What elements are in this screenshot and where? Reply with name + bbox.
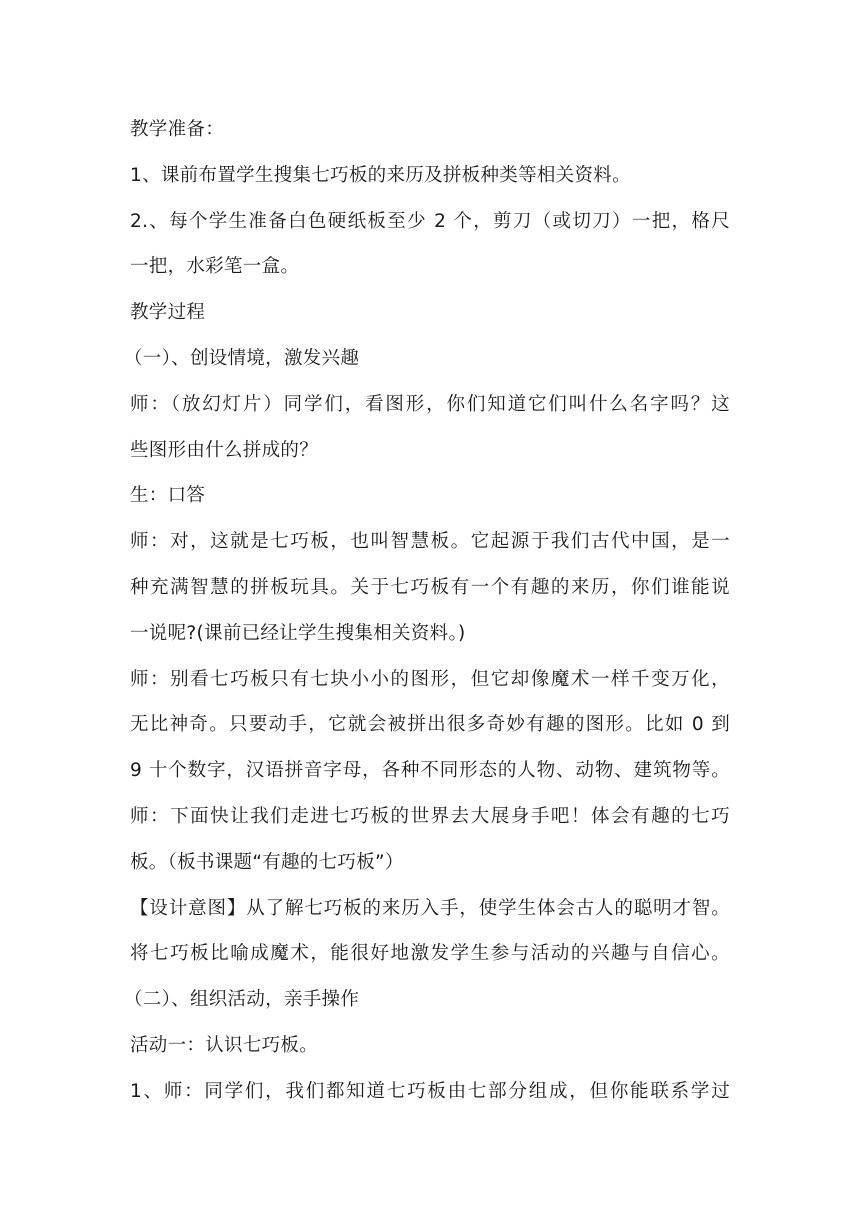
paragraph-line: 些图形由什么拼成的？ — [130, 439, 319, 461]
paragraph-line: 2.、每个学生准备白色硬纸板至少 2 个，剪刀（或切刀）一把，格尺 — [130, 210, 730, 232]
paragraph-line: 师：对，这就是七巧板，也叫智慧板。它起源于我们古代中国，是一 — [130, 531, 730, 553]
paragraph-line: 生：口答 — [130, 485, 206, 507]
section-heading-one: （一）、创设情境，激发兴趣 — [124, 347, 360, 369]
paragraph-line: 板。（板书课题“有趣的七巧板”） — [130, 851, 404, 873]
paragraph-line: 一说呢?(课前已经让学生搜集相关资料。) — [130, 622, 466, 644]
heading-teaching-process: 教学过程 — [130, 302, 206, 324]
heading-teaching-preparation: 教学准备： — [130, 119, 225, 140]
design-intent-line: 【设计意图】从了解七巧板的来历入手，使学生体会古人的聪明才智。 — [130, 897, 730, 919]
paragraph-line: 师：别看七巧板只有七块小小的图形，但它却像魔术一样千变万化， — [130, 668, 730, 690]
paragraph-line: 1、课前布置学生搜集七巧板的来历及拼板种类等相关资料。 — [130, 164, 631, 186]
paragraph-line: 师：（放幻灯片）同学们，看图形，你们知道它们叫什么名字吗？这 — [130, 393, 730, 415]
paragraph-line: 师：下面快让我们走进七巧板的世界去大展身手吧！体会有趣的七巧 — [130, 805, 730, 827]
section-heading-two: （二）、组织活动，亲手操作 — [124, 989, 360, 1011]
paragraph-line: 种充满智慧的拼板玩具。关于七巧板有一个有趣的来历，你们谁能说 — [130, 576, 730, 598]
activity-heading: 活动一：认识七巧板。 — [130, 1034, 319, 1056]
paragraph-line: 将七巧板比喻成魔术，能很好地激发学生参与活动的兴趣与自信心。 — [130, 943, 730, 965]
paragraph-line: 无比神奇。只要动手，它就会被拼出很多奇妙有趣的图形。比如 0 到 — [130, 714, 730, 736]
paragraph-line: 1、师：同学们，我们都知道七巧板由七部分组成，但你能联系学过 — [130, 1080, 730, 1102]
paragraph-line: 一把，水彩笔一盒。 — [130, 256, 300, 278]
paragraph-line: 9 十个数字，汉语拼音字母，各种不同形态的人物、动物、建筑物等。 — [130, 760, 730, 782]
document-body — [124, 107, 730, 1115]
